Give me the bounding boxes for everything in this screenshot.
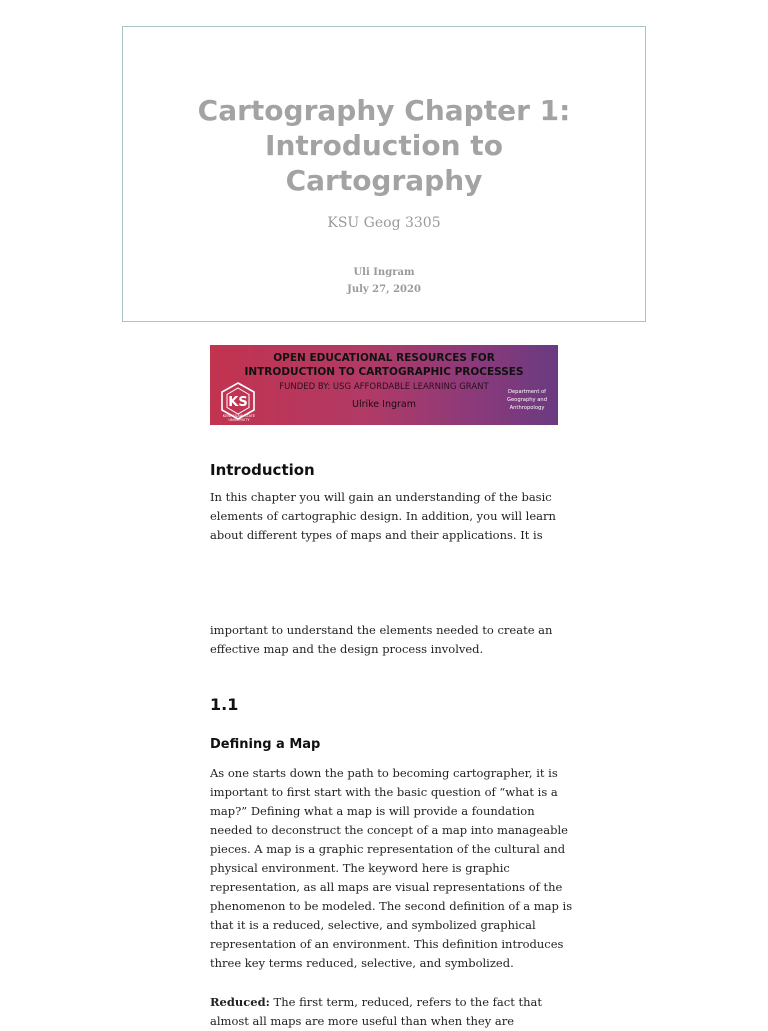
paragraph-line: physical environment. The keyword here is graphic: [210, 861, 510, 875]
introduction-paragraph-2: [210, 621, 570, 659]
university-name: KENNESAW STATE UNIVERSITY: [222, 414, 256, 422]
reduced-text: The first term, reduced, refers to the fact that: [269, 995, 543, 1009]
cover-title-line: Introduction to: [265, 129, 503, 162]
cover-title: [123, 93, 645, 198]
paragraph-line: needed to deconstruct the concept of a map into manageable: [210, 823, 568, 837]
paragraph-line: map?” Defining what a map is will provide a foundation: [210, 804, 535, 818]
paragraph-line: phenomenon to be modeled. The second definition of a map is: [210, 899, 573, 913]
reduced-paragraph: [210, 993, 570, 1031]
cover-title-line: Cartography Chapter 1:: [197, 94, 571, 127]
introduction-paragraph-1: [210, 488, 570, 545]
department-line: Anthropology: [509, 405, 545, 411]
paragraph-line: representation of an environment. This definition introduces: [210, 937, 564, 951]
paragraph-line: representation, as all maps are visual representations of the: [210, 880, 563, 894]
paragraph-line: almost all maps are more useful than when they are: [210, 1014, 515, 1028]
paragraph-line: important to understand the elements needed to create an: [210, 623, 553, 637]
logo-letters: KS: [228, 395, 248, 410]
paragraph-line: In this chapter you will gain an understanding of the basic: [210, 490, 552, 504]
cover-page: [122, 26, 646, 322]
paragraph-line: effective map and the design process involved.: [210, 642, 484, 656]
paragraph-line: As one starts down the path to becoming cartographer, it is: [210, 766, 558, 780]
cover-subtitle: KSU Geog 3305: [327, 215, 441, 231]
paragraph-line: elements of cartographic design. In addition, you will learn: [210, 509, 556, 523]
reduced-term: Reduced:: [210, 995, 270, 1009]
department-name: [504, 388, 550, 412]
cover-author: Uli Ingram: [353, 267, 415, 278]
banner-funding-line: FUNDED BY: USG AFFORDABLE LEARNING GRANT: [279, 382, 489, 392]
section-heading: Defining a Map: [210, 737, 321, 752]
banner-title-line-2: INTRODUCTION TO CARTOGRAPHIC PROCESSES: [244, 366, 524, 378]
introduction-heading: Introduction: [210, 461, 315, 479]
department-line: Geography and: [506, 397, 548, 403]
paragraph-line: [210, 993, 570, 1012]
oer-banner-image: [210, 345, 558, 425]
paragraph-line: important to first start with the basic question of “what is a: [210, 785, 558, 799]
cover-title-line: Cartography: [285, 164, 483, 197]
paragraph-line: pieces. A map is a graphic representation of the cultural and: [210, 842, 566, 856]
paragraph-line: that it is a reduced, selective, and symbolized graphical: [210, 918, 536, 932]
paragraph-line: three key terms reduced, selective, and symbolized.: [210, 956, 514, 970]
defining-map-paragraph: [210, 764, 573, 973]
banner-author-name: Ulrike Ingram: [352, 399, 416, 410]
paragraph-line: about different types of maps and their applications. It is: [210, 528, 543, 542]
banner-title-line-1: OPEN EDUCATIONAL RESOURCES FOR: [273, 352, 495, 364]
cover-date: July 27, 2020: [347, 284, 421, 295]
section-number: 1.1: [210, 695, 239, 714]
department-line: Department of: [507, 389, 547, 395]
